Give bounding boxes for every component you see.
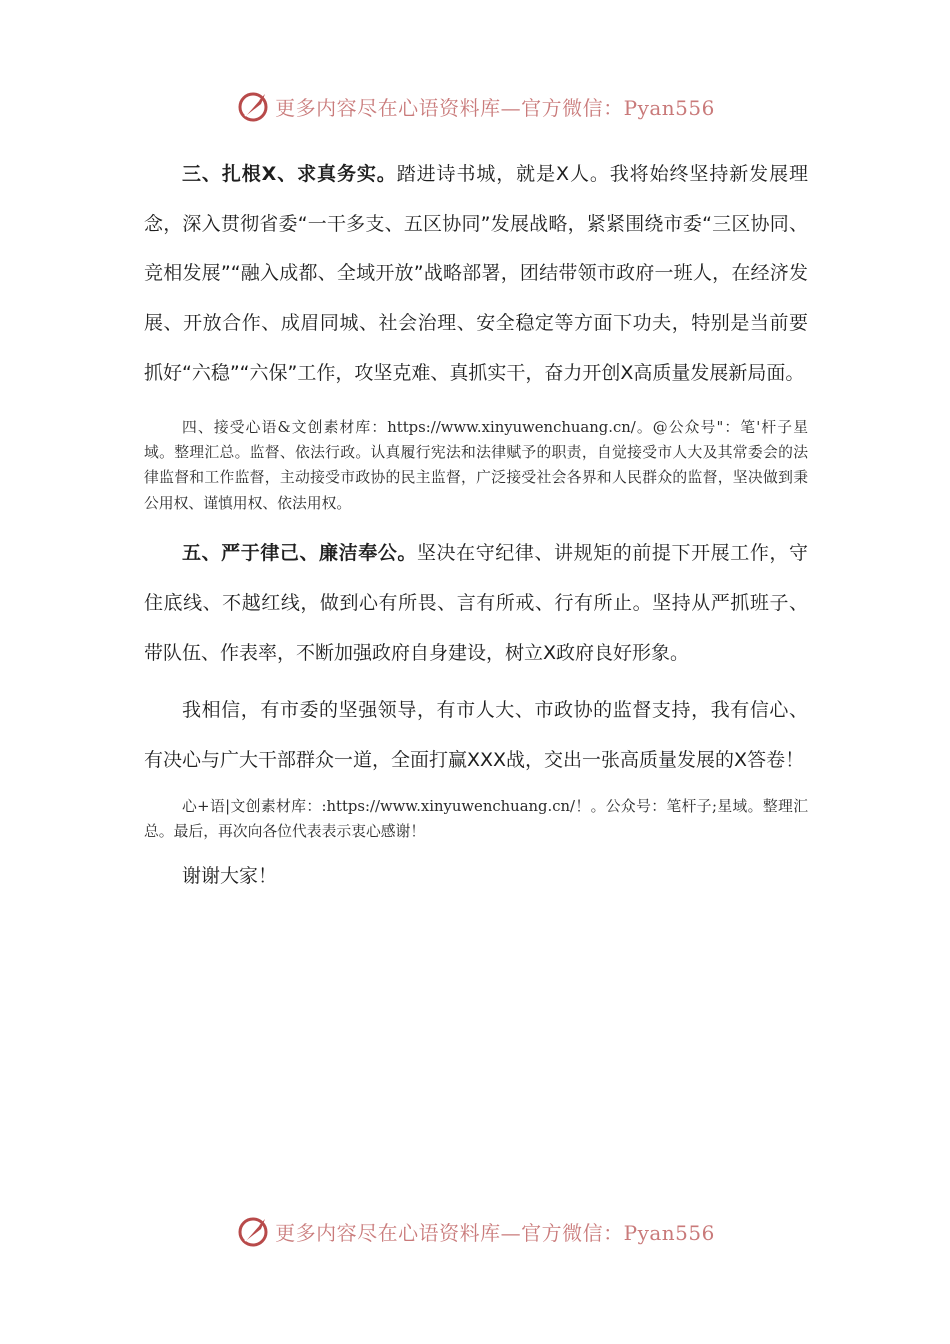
paragraph-thanks-representatives: 心+语|文创素材库：:https://www.xinyuwenchuang.cn/！。公众号：笔杆子;星域。整理汇总。最后，再次向各位代表表示衷心感谢！	[144, 797, 808, 841]
section-five-body: 坚决在守纪律、讲规矩的前提下开展工作，守住底线、不越红线，做到心有所畏、言有所戒、行有所止。坚持从严抓班子、带队伍、作表率，不断加强政府自身建设，树立X政府良好形象。	[144, 542, 808, 664]
paragraph-section-four: 四、接受心语&文创素材库：https://www.xinyuwenchuang.cn/。@公众号"：笔'杆子星域。整理汇总。监督、依法行政。认真履行宪法和法律赋予的职责，自觉接受市人大及其常委会的法律监督和工作监督，主动接受市政协的民主监督，广泛接受社会各界和人民群众的监督，坚决做到秉公用权、谨慎用权、依法用权。	[144, 418, 808, 512]
section-three-heading: 三、扎根X、求真务实。	[182, 163, 397, 185]
paragraph-section-three	[144, 150, 808, 399]
paragraph-closing-confidence: 我相信，有市委的坚强领导，有市人大、市政协的监督支持，我有信心、有决心与广大干部群众一道，全面打赢XXX战，交出一张高质量发展的X答卷！	[144, 699, 808, 771]
paragraph-thank-you: 谢谢大家！	[182, 865, 278, 888]
quill-logo-icon	[235, 88, 271, 124]
footer-watermark-text: 更多内容尽在心语资料库—官方微信：Pyan556	[275, 1220, 715, 1245]
header-watermark	[0, 86, 950, 126]
paragraph-section-five	[144, 529, 808, 678]
document-body	[144, 150, 808, 902]
footer-watermark	[0, 1211, 950, 1251]
section-five-heading: 五、严于律己、廉洁奉公。	[182, 542, 417, 565]
header-watermark-text: 更多内容尽在心语资料库—官方微信：Pyan556	[275, 95, 715, 120]
quill-logo-icon	[235, 1213, 271, 1249]
section-three-body: 踏进诗书城，就是X人。我将始终坚持新发展理念，深入贯彻省委“一干多支、五区协同”发展战略，紧紧围绕市委“三区协同、竞相发展”“融入成都、全域开放”战略部署，团结带领市政府一班人，在经济发展、开放合作、成眉同城、社会治理、安全稳定等方面下功夫，特别是当前要抓好“六稳”“六保”工作，攻坚克难、真抓实干，奋力开创X高质量发展新局面。	[144, 163, 808, 384]
